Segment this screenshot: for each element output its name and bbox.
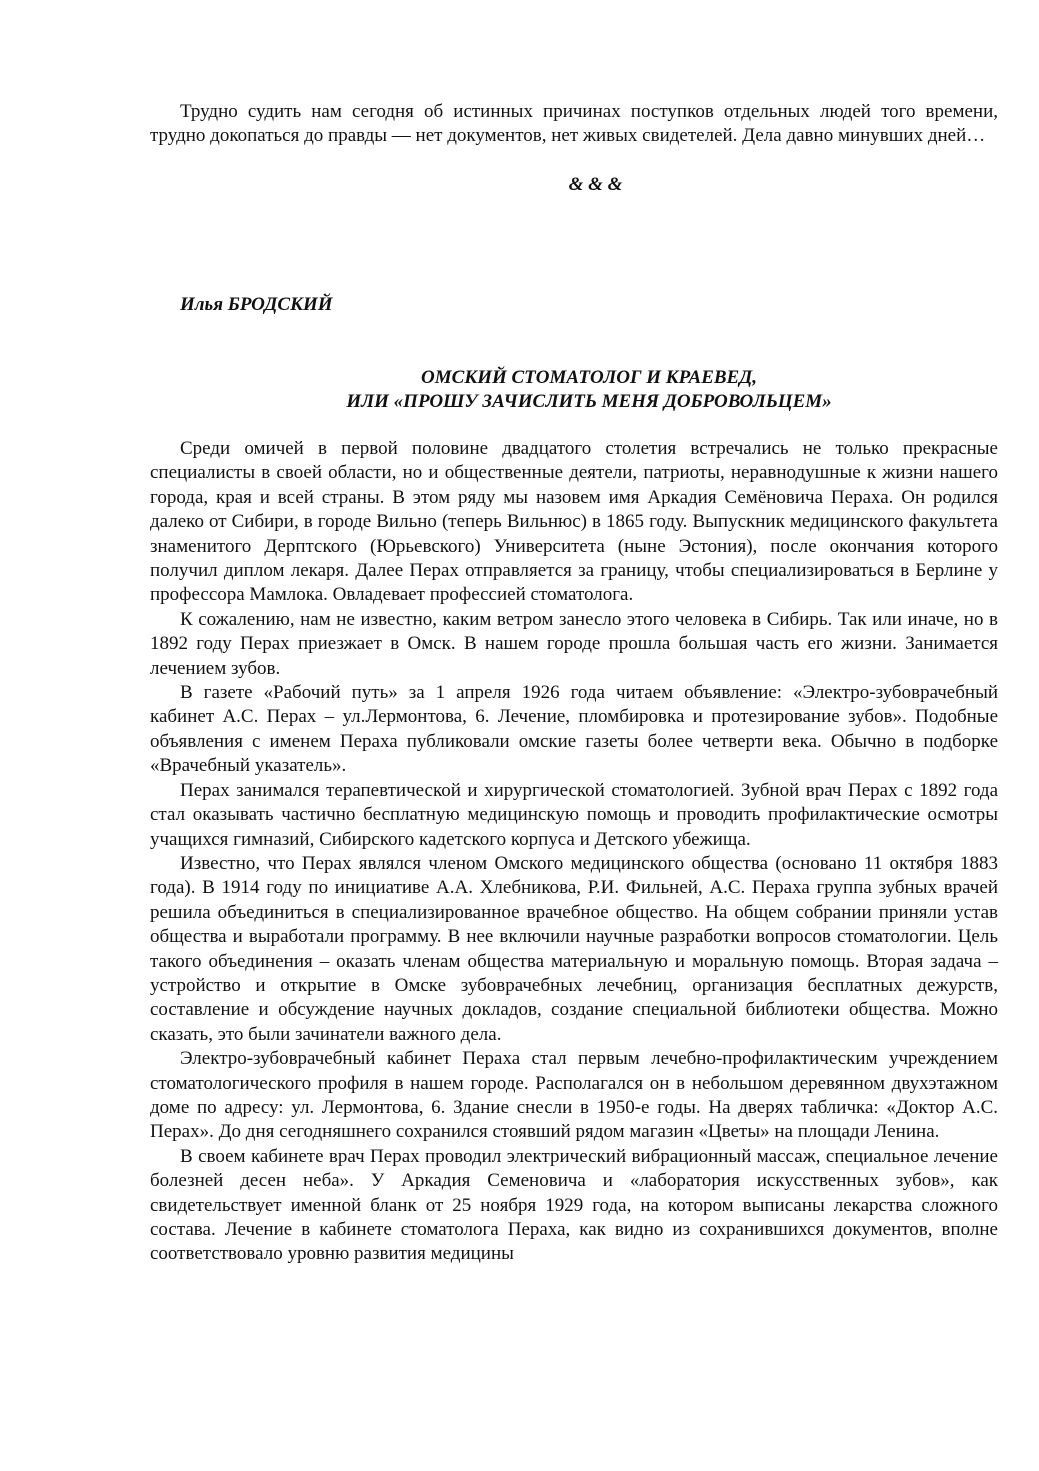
- article-paragraph: Электро-зубоврачебный кабинет Пераха стал первым лечебно-профилактическим учреждением стоматологического профиля в нашем городе. Располагался он в небольшом деревянном двухэтажном доме по адресу: ул. Лермонтова, 6. Здание снесли в 1950-е годы. На дверях табличка: «Доктор А.С. Перах». До дня сегодняшнего сохранился стоявший рядом магазин «Цветы» на площади Ленина.: [150, 1048, 998, 1143]
- author-name: Илья БРОДСКИЙ: [180, 294, 333, 315]
- article-paragraph: Перах занимался терапевтической и хирургической стоматологией. Зубной врач Перах с 1892 года стал оказывать частично бесплатную медицинскую помощь и проводить профилактические осмотры учащихся гимназий, Сибирского кадетского корпуса и Детского убежища.: [150, 779, 998, 850]
- article-body: [150, 437, 998, 1267]
- article-paragraph: В своем кабинете врач Перах проводил электрический вибрационный массаж, специальное лечение болезней десен неба». У Аркадия Семеновича и «лаборатория искусственных зубов», как свидетельствует именной бланк от 25 ноября 1929 года, на котором выписаны лекарства сложного состава. Лечение в кабинете стоматолога Пераха, как видно из сохранившихся документов, вполне соответствовало уровню развития медицины: [150, 1145, 998, 1265]
- article-paragraph: В газете «Рабочий путь» за 1 апреля 1926 года читаем объявление: «Электро-зубоврачебный кабинет А.С. Перах – ул.Лермонтова, 6. Лечение, пломбировка и протезирование зубов». Подобные объявления с именем Пераха публиковали омские газеты более четверти века. Обычно в подборке «Врачебный указатель».: [150, 682, 998, 777]
- title-line-2: ИЛИ «ПРОШУ ЗАЧИСЛИТЬ МЕНЯ ДОБРОВОЛЬЦЕМ»: [346, 391, 832, 412]
- intro-section: [150, 100, 998, 149]
- article-title: [150, 366, 1028, 414]
- intro-paragraph: Трудно судить нам сегодня об истинных причинах поступков отдельных людей того времени, трудно докопаться до правды — нет документов, нет живых свидетелей. Дела давно минувших дней…: [150, 101, 998, 147]
- article-paragraph: Среди омичей в первой половине двадцатого столетия встречались не только прекрасные специалисты в своей области, но и общественные деятели, патриоты, неравнодушные к жизни нашего города, края и всей страны. В этом ряду мы назовем имя Аркадия Семёновича Пераха. Он родился далеко от Сибири, в городе Вильно (теперь Вильнюс) в 1865 году. Выпускник медицинского факультета знаменитого Дерптского (Юрьевского) Университета (ныне Эстония), после окончания которого получил диплом лекаря. Далее Перах отправляется за границу, чтобы специализироваться в Берлине у профессора Мамлока. Овладевает профессией стоматолога.: [150, 438, 998, 606]
- article-paragraph: К сожалению, нам не известно, каким ветром занесло этого человека в Сибирь. Так или иначе, но в 1892 году Перах приезжает в Омск. В нашем городе прошла большая часть его жизни. Занимается лечением зубов.: [150, 608, 998, 679]
- title-line-1: ОМСКИЙ СТОМАТОЛОГ И КРАЕВЕД,: [421, 367, 757, 388]
- article-paragraph: Известно, что Перах являлся членом Омского медицинского общества (основано 11 октября 1883 года). В 1914 году по инициативе А.А. Хлебникова, Р.И. Фильней, А.С. Пераха группа зубных врачей решила объединиться в специализированное врачебное общество. На общем собрании приняли устав общества и выработали программу. В нее включили научные разработки вопросов стоматологии. Цель такого объединения – оказать членам общества материальную и моральную помощь. Вторая задача – устройство и открытие в Омске зубоврачебных лечебниц, организация бесплатных дежурств, составление и обсуждение научных докладов, создание специальной библиотеки общества. Можно сказать, это были зачинатели важного дела.: [150, 852, 998, 1045]
- section-separator: & & &: [568, 174, 623, 195]
